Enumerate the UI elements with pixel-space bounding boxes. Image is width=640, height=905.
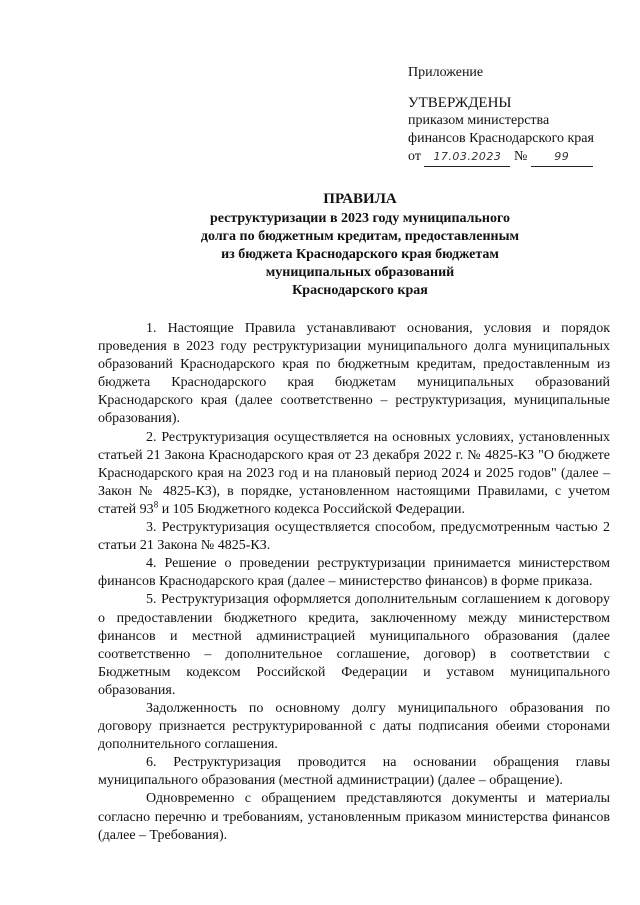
approval-line-1: приказом министерства bbox=[408, 113, 550, 128]
paragraph-5-continuation: Задолженность по основному долгу муниципального образования по договору признается реструктурированной с даты подписания обеими сторонами дополнительного соглашения. bbox=[98, 700, 610, 753]
paragraph-4: 4. Решение о проведении реструктуризации принимается министерством финансов Краснодарского края (далее – министерство финансов) в форме приказа. bbox=[98, 556, 610, 590]
paragraph-2-text-after: и 105 Бюджетного кодекса Российской Федерации. bbox=[158, 501, 465, 517]
title-line: муниципальных образований bbox=[265, 265, 455, 280]
document-title bbox=[60, 190, 640, 300]
approval-line-2: финансов Краснодарского края bbox=[408, 131, 594, 146]
approved-label: УТВЕРЖДЕНЫ bbox=[408, 95, 512, 111]
paragraph-2 bbox=[98, 429, 610, 519]
number-prefix: № bbox=[513, 149, 528, 164]
paragraph-2-text-before: 2. Реструктуризация осуществляется на основных условиях, установленных статьей 21 Закона Краснодарского края от 23 декабря 2022 г. № 4825-КЗ "О бюджете Краснодарского края на 2023 год и на плановый период 2024 и 2025 годов" (далее – Закон № 4825-КЗ), в порядке, установленном настоящими Правилами, с учетом статей 93 bbox=[98, 429, 610, 517]
title-line: из бюджета Краснодарского края бюджетам bbox=[221, 247, 499, 262]
title-main: ПРАВИЛА bbox=[323, 191, 397, 207]
handwritten-number: 99 bbox=[531, 148, 593, 167]
document-body bbox=[98, 320, 610, 845]
article-superscript: 8 bbox=[153, 499, 159, 510]
paragraph-6-continuation: Одновременно с обращением представляются документы и материалы согласно перечню и требованиям, установленным приказом министерства финансов (далее – Требования). bbox=[98, 791, 610, 843]
title-line: Краснодарского края bbox=[292, 283, 428, 298]
paragraph-6: 6. Реструктуризация проводится на основании обращения главы муниципального образования (местной администрации) (далее – обращение). bbox=[98, 755, 610, 789]
date-prefix: от bbox=[408, 149, 421, 164]
paragraph-5: 5. Реструктуризация оформляется дополнительным соглашением к договору о предоставлении бюджетного кредита, заключенному между министерством финансов и местной администрацией муниципального образования (далее соответственно – дополнительное соглашение, договор) в соответствии с Бюджетным кодексом Российской Федерации и уставом муниципального образования. bbox=[98, 592, 610, 698]
title-line: реструктуризации в 2023 году муниципального bbox=[209, 211, 511, 226]
approval-block bbox=[408, 64, 628, 167]
handwritten-date: 17.03.2023 bbox=[424, 148, 510, 167]
title-line: долга по бюджетным кредитам, предоставленным bbox=[200, 229, 520, 244]
paragraph-3: 3. Реструктуризация осуществляется способом, предусмотренным частью 2 статьи 21 Закона № 4825-КЗ. bbox=[98, 520, 610, 554]
approval-date-row bbox=[408, 148, 628, 167]
annex-label: Приложение bbox=[408, 65, 484, 80]
paragraph-1: 1. Настоящие Правила устанавливают основания, условия и порядок проведения в 2023 году реструктуризации муниципального долга муниципальных образований Краснодарского края по бюджетным кредитам, предоставленным из бюджета Краснодарского края бюджетам муниципальных образований Краснодарского края (далее соответственно – реструктуризация, муниципальные образования). bbox=[98, 321, 610, 427]
